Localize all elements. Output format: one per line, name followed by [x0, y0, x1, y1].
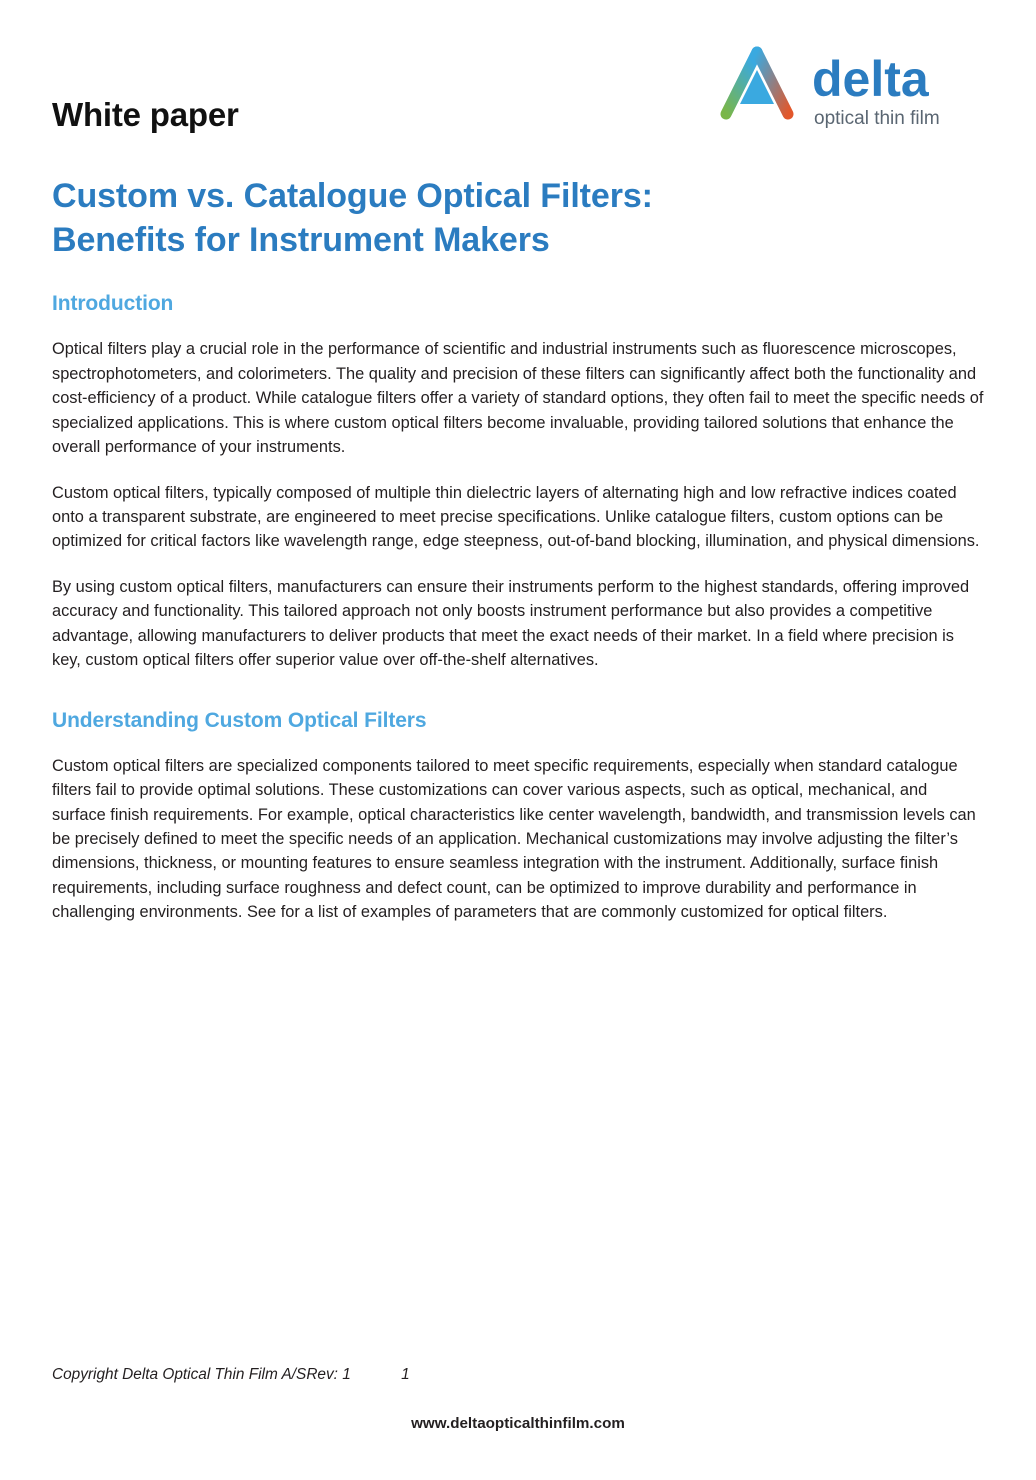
svg-text:optical thin film: optical thin film	[814, 108, 940, 129]
paragraph: Optical filters play a crucial role in the performance of scientific and industrial instruments such as fluorescence microscopes, spectrophotometers, and colorimeters. The quality and precision of these filters can significantly affect both the functionality and cost-efficiency of a product. While catalogue filters offer a variety of standard options, they often fail to meet the specific needs of specialized applications. This is where custom optical filters become invaluable, providing tailored solutions that enhance the overall performance of your instruments.	[52, 340, 984, 457]
footer-url: www.deltaopticalthinfilm.com	[411, 1415, 625, 1432]
page-number: 1	[401, 1366, 410, 1383]
svg-text:delta: delta	[812, 51, 929, 107]
page-title	[52, 174, 984, 262]
delta-logo	[716, 46, 984, 142]
document-header	[52, 0, 984, 150]
section-heading-understanding-custom-optical-filters: Understanding Custom Optical Filters	[52, 708, 427, 732]
footer-copyright-text: Copyright Delta Optical Thin Film A/SRev: 1	[52, 1366, 351, 1383]
paragraph: By using custom optical filters, manufacturers can ensure their instruments perform to the highest standards, offering improved accuracy and functionality. This tailored approach not only boosts instrument performance but also provides a competitive advantage, allowing manufacturers to deliver products that meet the exact needs of their market. In a field where precision is key, custom optical filters offer superior value over off-the-shelf alternatives.	[52, 577, 970, 670]
paragraph: Custom optical filters, typically composed of multiple thin dielectric layers of alternating high and low refractive indices coated onto a transparent substrate, are engineered to meet precise specifications. Unlike catalogue filters, custom options can be optimized for critical factors like wavelength range, edge steepness, out-of-band blocking, illumination, and physical dimensions.	[52, 483, 980, 551]
page-title-line-2: Benefits for Instrument Makers	[52, 221, 550, 260]
section-heading-introduction: Introduction	[52, 292, 174, 316]
document-kicker: White paper	[52, 96, 239, 133]
paragraph: Custom optical filters are specialized components tailored to meet specific requirements, especially when standard catalogue filters fail to provide optimal solutions. These customizations can cover various aspects, such as optical, mechanical, and surface finish requirements. For example, optical characteristics like center wavelength, bandwidth, and transmission levels can be precisely defined to meet the specific needs of an application. Mechanical customizations may involve adjusting the filter’s dimensions, thickness, or mounting features to ensure seamless integration with the instrument. Additionally, surface finish requirements, including surface roughness and defect count, can be optimized to improve durability and performance in challenging environments. See for a list of examples of parameters that are commonly customized for optical filters.	[52, 756, 976, 922]
delta-triangle-logo	[716, 46, 984, 142]
footer-copyright	[52, 1366, 984, 1384]
page-title-line-1: Custom vs. Catalogue Optical Filters:	[52, 177, 653, 215]
